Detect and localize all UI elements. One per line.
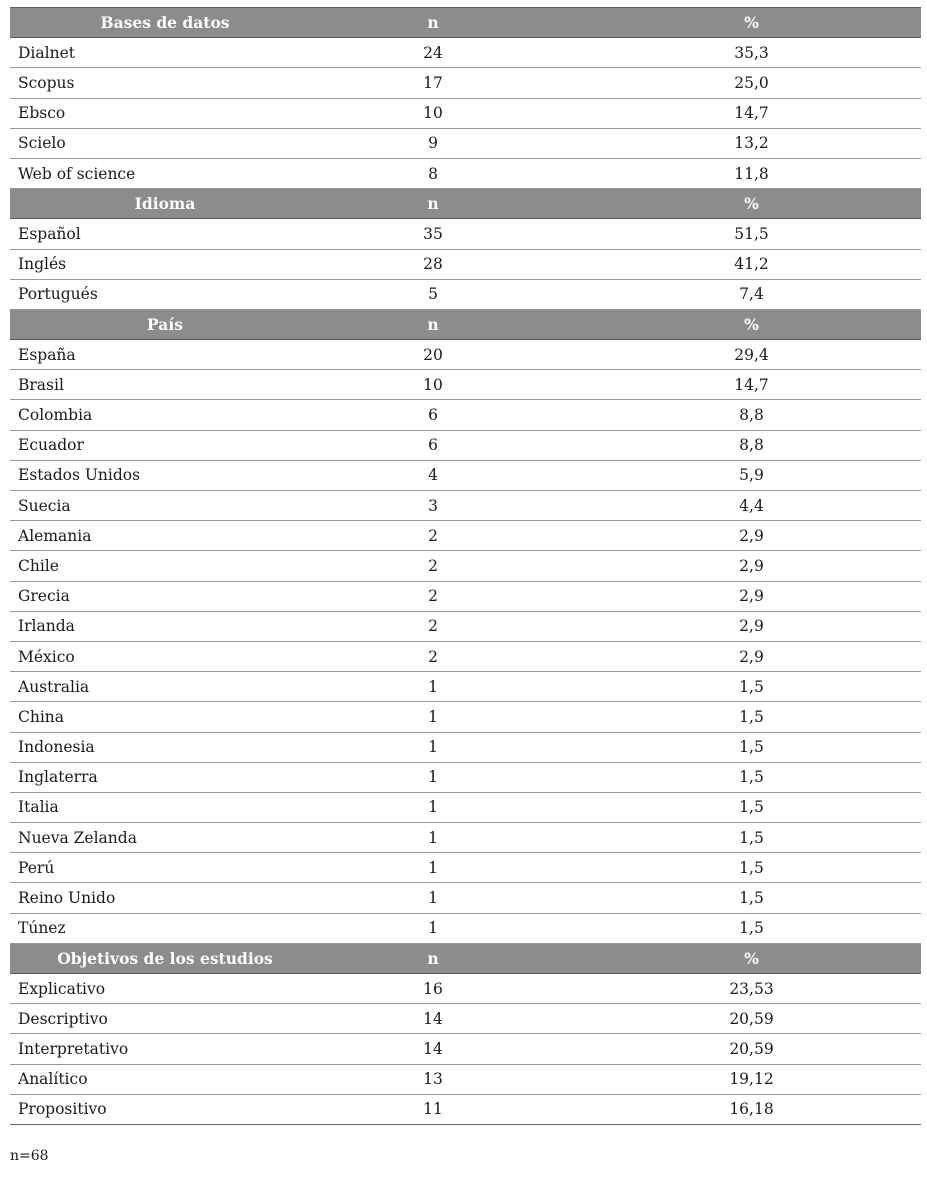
row-percent: 35,3 xyxy=(546,38,921,68)
section-header-row xyxy=(10,943,921,973)
row-percent: 8,8 xyxy=(546,430,921,460)
row-percent: 16,18 xyxy=(546,1094,921,1124)
table-row xyxy=(10,491,921,521)
row-label: Ebsco xyxy=(10,98,320,128)
section-header-row xyxy=(10,309,921,339)
table-row xyxy=(10,68,921,98)
row-count: 6 xyxy=(320,430,546,460)
row-label: Irlanda xyxy=(10,611,320,641)
row-count: 17 xyxy=(320,68,546,98)
column-header-percent: % xyxy=(546,8,921,38)
table-row xyxy=(10,400,921,430)
row-label: Scopus xyxy=(10,68,320,98)
column-header-n: n xyxy=(320,943,546,973)
row-percent: 1,5 xyxy=(546,913,921,943)
row-count: 8 xyxy=(320,158,546,188)
row-percent: 1,5 xyxy=(546,762,921,792)
row-percent: 51,5 xyxy=(546,219,921,249)
table-row xyxy=(10,1034,921,1064)
row-count: 1 xyxy=(320,823,546,853)
row-label: Explicativo xyxy=(10,974,320,1004)
row-percent: 23,53 xyxy=(546,974,921,1004)
row-label: Indonesia xyxy=(10,732,320,762)
section-header-label: Bases de datos xyxy=(10,8,320,38)
row-label: China xyxy=(10,702,320,732)
table-row xyxy=(10,158,921,188)
row-percent: 13,2 xyxy=(546,128,921,158)
row-count: 14 xyxy=(320,1004,546,1034)
row-count: 1 xyxy=(320,913,546,943)
section-header-label: País xyxy=(10,309,320,339)
row-count: 16 xyxy=(320,974,546,1004)
row-percent: 1,5 xyxy=(546,883,921,913)
table-row xyxy=(10,1094,921,1124)
table-row xyxy=(10,128,921,158)
row-label: España xyxy=(10,340,320,370)
table-row xyxy=(10,551,921,581)
table-row xyxy=(10,279,921,309)
column-header-n: n xyxy=(320,309,546,339)
section-header-row xyxy=(10,189,921,219)
table-row xyxy=(10,581,921,611)
row-count: 9 xyxy=(320,128,546,158)
row-percent: 2,9 xyxy=(546,611,921,641)
row-label: Italia xyxy=(10,792,320,822)
row-count: 1 xyxy=(320,732,546,762)
table-row xyxy=(10,883,921,913)
row-count: 35 xyxy=(320,219,546,249)
row-count: 2 xyxy=(320,551,546,581)
table-row xyxy=(10,823,921,853)
column-header-n: n xyxy=(320,8,546,38)
row-label: Túnez xyxy=(10,913,320,943)
row-label: Propositivo xyxy=(10,1094,320,1124)
row-count: 14 xyxy=(320,1034,546,1064)
row-count: 3 xyxy=(320,491,546,521)
footnote: n=68 xyxy=(10,1148,49,1164)
data-table xyxy=(10,7,921,1125)
table-row xyxy=(10,249,921,279)
row-label: Australia xyxy=(10,672,320,702)
table-row xyxy=(10,219,921,249)
row-count: 2 xyxy=(320,581,546,611)
row-label: Inglés xyxy=(10,249,320,279)
table-row xyxy=(10,1004,921,1034)
row-count: 1 xyxy=(320,702,546,732)
row-label: Analítico xyxy=(10,1064,320,1094)
row-count: 13 xyxy=(320,1064,546,1094)
row-label: Scielo xyxy=(10,128,320,158)
table-row xyxy=(10,370,921,400)
row-percent: 4,4 xyxy=(546,491,921,521)
table-row xyxy=(10,98,921,128)
row-count: 20 xyxy=(320,340,546,370)
row-label: Estados Unidos xyxy=(10,460,320,490)
row-label: México xyxy=(10,641,320,671)
table-row xyxy=(10,340,921,370)
row-count: 5 xyxy=(320,279,546,309)
column-header-percent: % xyxy=(546,943,921,973)
table-row xyxy=(10,430,921,460)
row-percent: 14,7 xyxy=(546,370,921,400)
row-count: 2 xyxy=(320,521,546,551)
row-count: 28 xyxy=(320,249,546,279)
row-percent: 1,5 xyxy=(546,702,921,732)
row-percent: 5,9 xyxy=(546,460,921,490)
row-count: 10 xyxy=(320,370,546,400)
row-label: Descriptivo xyxy=(10,1004,320,1034)
row-count: 1 xyxy=(320,792,546,822)
row-count: 1 xyxy=(320,672,546,702)
row-label: Perú xyxy=(10,853,320,883)
row-label: Ecuador xyxy=(10,430,320,460)
row-percent: 1,5 xyxy=(546,823,921,853)
table-row xyxy=(10,762,921,792)
row-percent: 7,4 xyxy=(546,279,921,309)
table-row xyxy=(10,611,921,641)
row-percent: 20,59 xyxy=(546,1034,921,1064)
row-percent: 19,12 xyxy=(546,1064,921,1094)
row-label: Brasil xyxy=(10,370,320,400)
row-count: 6 xyxy=(320,400,546,430)
row-count: 2 xyxy=(320,611,546,641)
row-count: 1 xyxy=(320,883,546,913)
row-percent: 8,8 xyxy=(546,400,921,430)
row-percent: 2,9 xyxy=(546,521,921,551)
table-row xyxy=(10,641,921,671)
row-count: 1 xyxy=(320,853,546,883)
row-percent: 1,5 xyxy=(546,672,921,702)
row-percent: 1,5 xyxy=(546,792,921,822)
row-count: 24 xyxy=(320,38,546,68)
row-count: 2 xyxy=(320,641,546,671)
row-label: Interpretativo xyxy=(10,1034,320,1064)
row-label: Reino Unido xyxy=(10,883,320,913)
row-percent: 11,8 xyxy=(546,158,921,188)
table-row xyxy=(10,702,921,732)
row-label: Grecia xyxy=(10,581,320,611)
table-row xyxy=(10,974,921,1004)
row-percent: 20,59 xyxy=(546,1004,921,1034)
section-header-label: Objetivos de los estudios xyxy=(10,943,320,973)
table-row xyxy=(10,460,921,490)
table-row xyxy=(10,913,921,943)
row-percent: 2,9 xyxy=(546,581,921,611)
row-percent: 2,9 xyxy=(546,551,921,581)
row-label: Inglaterra xyxy=(10,762,320,792)
row-percent: 29,4 xyxy=(546,340,921,370)
row-count: 10 xyxy=(320,98,546,128)
row-label: Portugués xyxy=(10,279,320,309)
table-row xyxy=(10,1064,921,1094)
row-label: Chile xyxy=(10,551,320,581)
table-row xyxy=(10,38,921,68)
column-header-percent: % xyxy=(546,189,921,219)
row-count: 1 xyxy=(320,762,546,792)
table-row xyxy=(10,853,921,883)
table-body xyxy=(10,8,921,1125)
row-label: Alemania xyxy=(10,521,320,551)
column-header-percent: % xyxy=(546,309,921,339)
row-percent: 2,9 xyxy=(546,641,921,671)
column-header-n: n xyxy=(320,189,546,219)
row-label: Suecia xyxy=(10,491,320,521)
row-label: Nueva Zelanda xyxy=(10,823,320,853)
row-percent: 41,2 xyxy=(546,249,921,279)
row-label: Dialnet xyxy=(10,38,320,68)
table-row xyxy=(10,521,921,551)
table-row xyxy=(10,792,921,822)
section-header-row xyxy=(10,8,921,38)
table-row xyxy=(10,732,921,762)
row-count: 11 xyxy=(320,1094,546,1124)
table-row xyxy=(10,672,921,702)
row-label: Español xyxy=(10,219,320,249)
row-percent: 14,7 xyxy=(546,98,921,128)
row-percent: 1,5 xyxy=(546,732,921,762)
row-label: Web of science xyxy=(10,158,320,188)
section-header-label: Idioma xyxy=(10,189,320,219)
row-label: Colombia xyxy=(10,400,320,430)
row-percent: 1,5 xyxy=(546,853,921,883)
row-percent: 25,0 xyxy=(546,68,921,98)
row-count: 4 xyxy=(320,460,546,490)
